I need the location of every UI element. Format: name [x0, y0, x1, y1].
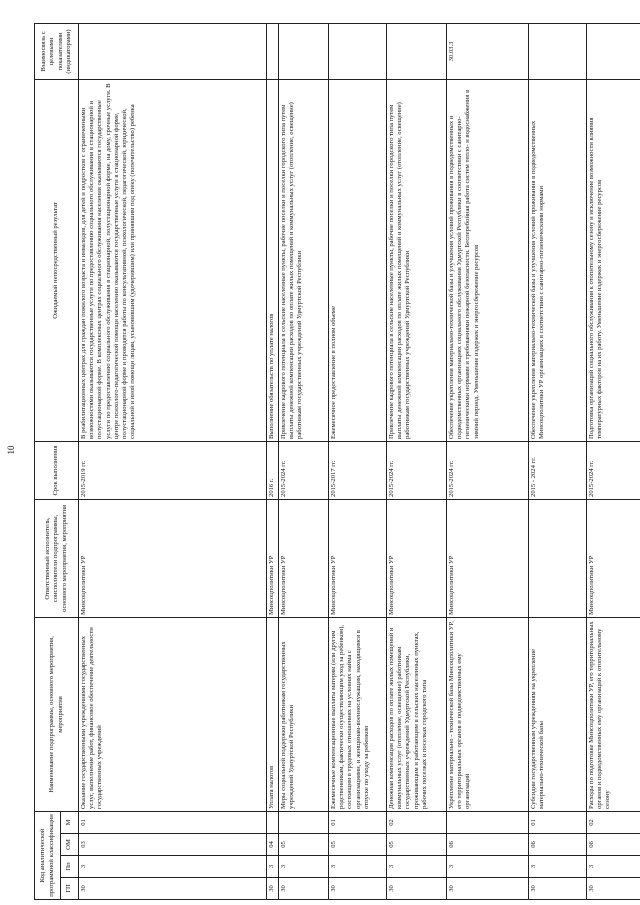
- cell-executor: [529, 499, 587, 617]
- cell-pp: 3: [387, 856, 447, 878]
- cell-period: 2015-2024 гг.: [587, 441, 640, 499]
- cell-om: 06: [447, 834, 529, 856]
- cell-m: 01: [529, 811, 587, 833]
- table-row: [329, 23, 387, 899]
- cell-executor: Минсоцполитики УР: [79, 499, 267, 617]
- cell-m: 01: [329, 811, 387, 833]
- cell-gp: 30: [587, 878, 640, 900]
- cell-link: 30.03.3: [447, 23, 529, 79]
- cell-pp: 3: [279, 856, 329, 878]
- cell-om: 04: [267, 834, 279, 856]
- cell-om: 06: [587, 834, 640, 856]
- cell-name: Субсидии государственным учреждениям на укрепление материально-технической базы: [529, 617, 587, 811]
- cell-period: 2015-2024 гг.: [447, 441, 529, 499]
- table-row: [447, 23, 529, 899]
- cell-pp: 3: [529, 856, 587, 878]
- cell-result: Обеспечение укрепления материально-технической базы и улучшения условий проживания в подведомственных и подведомственных организациях социального обслуживания Удмуртской Республики в соответствии с санитарно-гигиеническими нормами и требованиями пожарной безопасности. Бесперебойная работа систем тепло- и водоснабжения в зимний период. Уменьшение издержек и энергосбережение ресурсов: [447, 79, 529, 441]
- header-gp: ГП: [61, 878, 79, 900]
- cell-pp: 3: [447, 856, 529, 878]
- header-name: Наименование подпрограммы, основного мероприятия, мероприятия: [35, 617, 79, 811]
- page-number: 10: [6, 445, 16, 455]
- cell-link: [267, 23, 279, 79]
- cell-name: Меры социальной поддержки работникам государственных учреждений Удмуртской Республики: [279, 617, 329, 811]
- program-table: [34, 23, 640, 900]
- cell-link: [279, 23, 329, 79]
- cell-m: 02: [387, 811, 447, 833]
- cell-om: 05: [387, 834, 447, 856]
- cell-name: Денежная компенсация расходов по оплате жилых помещений и коммунальных услуг (отопление, освещение) работникам государственных учреждений Удмуртской Республики, проживающим и работающим в сельских населенных пунктах, рабочих поселках и поселках городского типа: [387, 617, 447, 811]
- cell-result: Привлечение кадрового потенциала в сельские населенные пункты, рабочие поселки и поселки городского типа путем выплаты денежной компенсации расходов по оплате жилых помещений и коммунальных услуг (отопление, освещение) работникам государственных учреждений Удмуртской Республики: [279, 79, 329, 441]
- cell-executor: Минсоцполитики УР: [387, 499, 447, 617]
- header-executor: Ответственный исполнитель, соисполнители подпрограммы, основного мероприятия, мероприятия: [35, 499, 79, 617]
- cell-om: 05: [329, 834, 387, 856]
- cell-name: Расходы по подготовке Минсоцполитики УР, его территориальных органов и подведомственных ему организаций к отопительному сезону: [587, 617, 640, 811]
- cell-period: 2015-2024 гг.: [387, 441, 447, 499]
- cell-link: [79, 23, 267, 79]
- header-pp: Пп: [61, 856, 79, 878]
- cell-executor: Минсоцполитики УР: [279, 499, 329, 617]
- cell-link: [387, 23, 447, 79]
- cell-gp: 30: [329, 878, 387, 900]
- cell-period: 2016 г.: [267, 441, 279, 499]
- table-row: [529, 23, 587, 899]
- cell-name: Оказание государственными учреждениями государственных услуг, выполнение работ, финансовое обеспечение деятельности государственных учреждений: [79, 617, 267, 811]
- cell-gp: 30: [529, 878, 587, 900]
- cell-m: 02: [587, 811, 640, 833]
- cell-link: [329, 23, 387, 79]
- cell-gp: 30: [279, 878, 329, 900]
- cell-name: Укрепление материально - технической базы Минсоцполитики УР, его территориальных органов и подведомственных ему организаций: [447, 617, 529, 811]
- header-om: ОМ: [61, 834, 79, 856]
- cell-result: Ежемесячное предоставление в полном объеме: [329, 79, 387, 441]
- cell-executor: Минсоцполитики УР: [329, 499, 387, 617]
- cell-period: 2015-2024 гг.: [279, 441, 329, 499]
- cell-om: 06: [529, 834, 587, 856]
- cell-period: 2015-2017 гг.: [329, 441, 387, 499]
- cell-executor: Минсоцполитики УР: [587, 499, 640, 617]
- cell-m: [279, 811, 329, 833]
- rotated-page: [34, 24, 624, 900]
- cell-om: 03: [79, 834, 267, 856]
- cell-gp: 30: [447, 878, 529, 900]
- cell-pp: 3: [329, 856, 387, 878]
- header-result: Ожидаемый непосредственный результат: [35, 79, 79, 441]
- cell-gp: 30: [387, 878, 447, 900]
- cell-link: [587, 23, 640, 79]
- cell-name: Ежемесячные компенсационные выплаты матерям (или другим родственникам, фактически осуществляющим уход за ребенком), состоящим в трудовых отношениях на условиях найма с организациями, и женщинам-военнослужащим, находящимся в отпуске по уходу за ребенком: [329, 617, 387, 811]
- cell-pp: 3: [587, 856, 640, 878]
- cell-m: [267, 811, 279, 833]
- cell-m: [447, 811, 529, 833]
- cell-result: В реабилитационных центрах для граждан пожилого возраста и инвалидов, для детей и подростков с ограниченными возможностями оказываются государственные услуги по предоставлению социального обслуживания в стационарной и полустационарной форме. В комплексных центрах социального обслуживания населения оказываются государственные услуги по предоставлению социального обслуживания в стационарной, полустационарной форме, на дому, срочные услуги. В центре психолого-педагогической помощи населению оказываются государственные услуги в стационарной форме, полустационарной форме и проводятся работы по консультативной, психологической, педагогической, юридической, социальной и иной помощи лицам, усыновившим (удочерившим) или принявшим под опеку (попечительство) ребенка: [79, 79, 267, 441]
- table-row: [267, 23, 279, 899]
- cell-name: Уплата налогов: [267, 617, 279, 811]
- cell-link: [529, 23, 587, 79]
- table-row: [587, 23, 640, 899]
- cell-pp: 3: [267, 856, 279, 878]
- table-row: [279, 23, 329, 899]
- cell-gp: 30: [79, 878, 267, 900]
- cell-result: Обеспечение укрепления материально-технической базы и улучшения условий проживания в подведомственных Минсоцполитики УР организациях в соответствии с санитарно-гигиеническими нормами: [529, 79, 587, 441]
- header-link: Взаимосвязь с целевыми показателями (индикаторами): [35, 23, 79, 79]
- cell-gp: 30: [267, 878, 279, 900]
- cell-result: Привлечение кадрового потенциала в сельские населенные пункты, рабочие поселки и поселки городского типа путем выплаты денежной компенсации расходов по оплате жилых помещений и коммунальных услуг (отопление, освещение) работникам государственных учреждений Удмуртской Республики: [387, 79, 447, 441]
- cell-pp: 3: [79, 856, 267, 878]
- table-row: [79, 23, 267, 899]
- table-body: [79, 23, 640, 899]
- cell-period: 2015-2019 гг.: [79, 441, 267, 499]
- cell-period: 2015 - 2024 гг.: [529, 441, 587, 499]
- table-row: [387, 23, 447, 899]
- cell-om: 05: [279, 834, 329, 856]
- cell-result: Выполнение обязательств по уплате налогов: [267, 79, 279, 441]
- cell-executor: Минсоцполитики УР: [447, 499, 529, 617]
- header-m: М: [61, 811, 79, 833]
- header-period: Срок выполнения: [35, 441, 79, 499]
- header-code: Код аналитической программной классификации: [35, 811, 61, 899]
- cell-m: 01: [79, 811, 267, 833]
- cell-result: Подготовка организаций социального обслуживания к отопительному сезону и исключение возможности влияния температурных факторов на их работу. Уменьшение издержек и энергосбережение ресурсов: [587, 79, 640, 441]
- cell-executor: Минсоцполитики УР: [267, 499, 279, 617]
